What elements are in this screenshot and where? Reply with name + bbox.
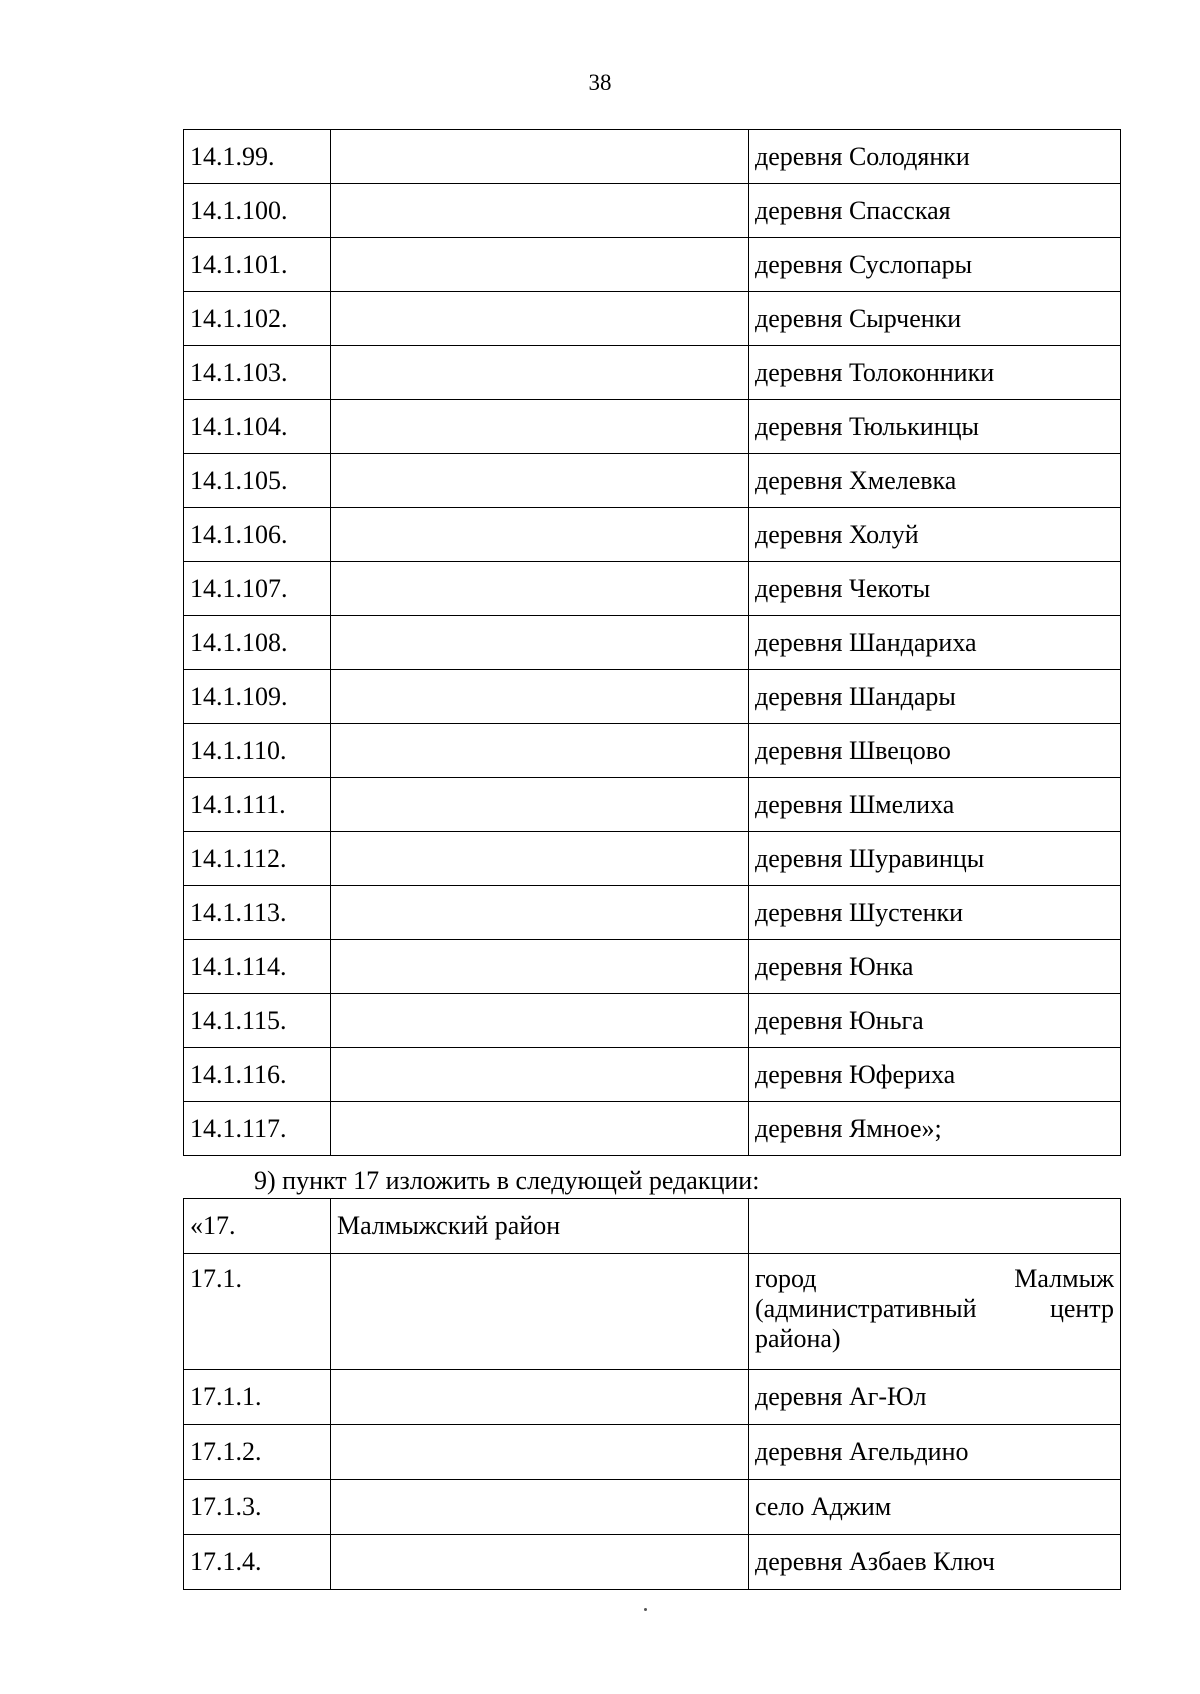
- table-row: [184, 670, 1121, 724]
- table-row: [184, 994, 1121, 1048]
- settlement-line-1-left: город: [755, 1264, 817, 1293]
- settlement-name: деревня Ямное»;: [749, 1102, 1121, 1156]
- settlement-name: деревня Солодянки: [749, 130, 1121, 184]
- row-number: 14.1.113.: [184, 886, 331, 940]
- row-number: 14.1.100.: [184, 184, 331, 238]
- settlement-line-2-left: (административный: [755, 1294, 977, 1323]
- scan-speck: [644, 1608, 647, 1611]
- table-row: [184, 508, 1121, 562]
- table-row: [184, 1048, 1121, 1102]
- settlements-table-14: [183, 129, 1121, 1156]
- settlement-name: деревня Хмелевка: [749, 454, 1121, 508]
- district-name: [331, 1102, 749, 1156]
- table-row-admin-center: [184, 1254, 1121, 1370]
- settlement-name: деревня Тюлькинцы: [749, 400, 1121, 454]
- district-name: [331, 1535, 749, 1590]
- row-number: 17.1.4.: [184, 1535, 331, 1590]
- settlement-line-2-right: центр: [1049, 1294, 1114, 1323]
- district-name: [331, 1048, 749, 1102]
- district-name: [331, 724, 749, 778]
- district-name: [331, 994, 749, 1048]
- table-row: [184, 1425, 1121, 1480]
- district-name: [331, 346, 749, 400]
- settlement-name: деревня Толоконники: [749, 346, 1121, 400]
- settlement-name: деревня Юньга: [749, 994, 1121, 1048]
- row-number: 14.1.115.: [184, 994, 331, 1048]
- row-number: 14.1.103.: [184, 346, 331, 400]
- district-name: [331, 292, 749, 346]
- table-row: [184, 238, 1121, 292]
- settlement-name: село Аджим: [749, 1480, 1121, 1535]
- row-number: 14.1.110.: [184, 724, 331, 778]
- table-row: [184, 886, 1121, 940]
- row-number: 14.1.116.: [184, 1048, 331, 1102]
- district-name: [331, 238, 749, 292]
- table-row: [184, 130, 1121, 184]
- row-number: 14.1.102.: [184, 292, 331, 346]
- amendment-instruction: 9) пункт 17 изложить в следующей редакции:: [254, 1166, 760, 1195]
- row-number: 14.1.109.: [184, 670, 331, 724]
- settlement-name: [749, 1199, 1121, 1254]
- district-name: [331, 616, 749, 670]
- district-name: [331, 886, 749, 940]
- table-row: [184, 1535, 1121, 1590]
- settlement-line-2: [755, 1294, 1114, 1324]
- settlements-table-14-body: [184, 130, 1121, 1156]
- district-name: [331, 1480, 749, 1535]
- settlement-name: [749, 1254, 1121, 1370]
- settlement-name: деревня Шмелиха: [749, 778, 1121, 832]
- row-number: «17.: [184, 1199, 331, 1254]
- settlement-name: деревня Суслопары: [749, 238, 1121, 292]
- district-name: [331, 130, 749, 184]
- table-row: [184, 562, 1121, 616]
- settlements-table-17-body: [184, 1199, 1121, 1590]
- settlement-name: деревня Юфериха: [749, 1048, 1121, 1102]
- row-number: 14.1.105.: [184, 454, 331, 508]
- table-row: [184, 400, 1121, 454]
- settlement-name: деревня Швецово: [749, 724, 1121, 778]
- page-number: 38: [588, 70, 612, 95]
- district-name: Малмыжский район: [331, 1199, 749, 1254]
- settlement-name: деревня Шандариха: [749, 616, 1121, 670]
- settlement-name: деревня Аг-Юл: [749, 1370, 1121, 1425]
- district-name: [331, 184, 749, 238]
- district-name: [331, 832, 749, 886]
- row-number: 17.1.: [184, 1254, 331, 1370]
- settlement-name: деревня Чекоты: [749, 562, 1121, 616]
- district-name: [331, 508, 749, 562]
- district-name: [331, 778, 749, 832]
- district-name: [331, 670, 749, 724]
- settlement-name: деревня Юнка: [749, 940, 1121, 994]
- settlement-line-1: [755, 1264, 1114, 1294]
- settlement-name: деревня Шустенки: [749, 886, 1121, 940]
- table-row: [184, 292, 1121, 346]
- row-number: 14.1.106.: [184, 508, 331, 562]
- row-number: 17.1.2.: [184, 1425, 331, 1480]
- settlement-line-1-right: Малмыж: [1014, 1264, 1114, 1293]
- district-name: [331, 1425, 749, 1480]
- table-row: [184, 832, 1121, 886]
- table-row: [184, 940, 1121, 994]
- district-name: [331, 940, 749, 994]
- table-row: [184, 184, 1121, 238]
- district-name: [331, 454, 749, 508]
- row-number: 14.1.108.: [184, 616, 331, 670]
- table-row: [184, 1480, 1121, 1535]
- settlement-name: деревня Спасская: [749, 184, 1121, 238]
- district-name: [331, 400, 749, 454]
- settlement-name: деревня Шандары: [749, 670, 1121, 724]
- settlements-table-17: [183, 1198, 1121, 1590]
- row-number: 14.1.117.: [184, 1102, 331, 1156]
- table-row: [184, 454, 1121, 508]
- settlement-name: деревня Агельдино: [749, 1425, 1121, 1480]
- row-number: 14.1.114.: [184, 940, 331, 994]
- row-number: 14.1.101.: [184, 238, 331, 292]
- table-row: [184, 346, 1121, 400]
- row-number: 14.1.104.: [184, 400, 331, 454]
- table-row: [184, 1370, 1121, 1425]
- district-name: [331, 1370, 749, 1425]
- settlement-line-3: района): [755, 1324, 841, 1353]
- table-row: [184, 1102, 1121, 1156]
- row-number: 17.1.3.: [184, 1480, 331, 1535]
- row-number: 14.1.99.: [184, 130, 331, 184]
- table-row: [184, 778, 1121, 832]
- settlement-name: деревня Сырченки: [749, 292, 1121, 346]
- district-name: [331, 1254, 749, 1370]
- row-number: 17.1.1.: [184, 1370, 331, 1425]
- settlement-name: деревня Холуй: [749, 508, 1121, 562]
- settlement-name: деревня Шуравинцы: [749, 832, 1121, 886]
- row-number: 14.1.107.: [184, 562, 331, 616]
- row-number: 14.1.112.: [184, 832, 331, 886]
- row-number: 14.1.111.: [184, 778, 331, 832]
- district-name: [331, 562, 749, 616]
- table-row: [184, 616, 1121, 670]
- settlement-name: деревня Азбаев Ключ: [749, 1535, 1121, 1590]
- table-row-district-header: [184, 1199, 1121, 1254]
- table-row: [184, 724, 1121, 778]
